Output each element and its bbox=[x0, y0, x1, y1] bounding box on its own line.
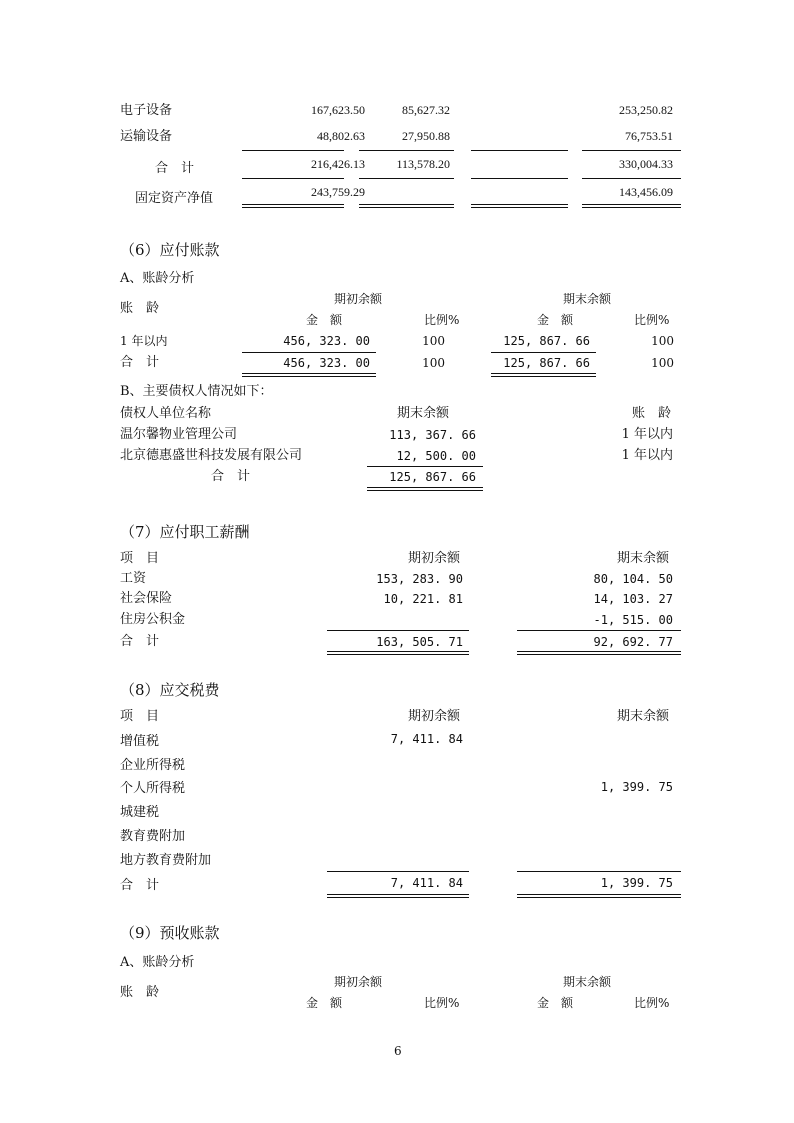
cell-value: 125, 867. 66 bbox=[389, 470, 476, 484]
cell-value: 167,623.50 bbox=[311, 103, 365, 117]
row-label: 1 年以内 bbox=[120, 334, 168, 348]
cell-value: 100 bbox=[422, 356, 445, 370]
cell-value: 1, 399. 75 bbox=[600, 876, 673, 890]
column-header: 金 额 bbox=[537, 996, 574, 1010]
rule bbox=[242, 352, 376, 353]
cell-value: -1, 515. 00 bbox=[593, 613, 673, 627]
column-header: 比例% bbox=[634, 996, 670, 1010]
row-label: 运输设备 bbox=[120, 129, 173, 144]
cell-value: 100 bbox=[651, 334, 674, 348]
cell-value: 243,759.29 bbox=[311, 185, 365, 199]
double-rule bbox=[242, 373, 376, 377]
column-header: 期初余额 bbox=[408, 551, 461, 566]
column-header: 期末余额 bbox=[563, 975, 612, 989]
cell-value: 85,627.32 bbox=[402, 103, 450, 117]
cell-value: 14, 103. 27 bbox=[593, 592, 673, 606]
column-header: 比例% bbox=[634, 313, 670, 327]
row-label: 城建税 bbox=[120, 805, 160, 820]
row-label: 固定资产净值 bbox=[135, 191, 214, 206]
rule bbox=[517, 630, 681, 631]
double-rule bbox=[327, 651, 469, 655]
double-rule bbox=[491, 373, 596, 377]
cell-value: 7, 411. 84 bbox=[390, 876, 463, 890]
row-label: 地方教育费附加 bbox=[120, 853, 212, 868]
cell-value: 1 年以内 bbox=[621, 427, 673, 442]
row-label: 电子设备 bbox=[120, 103, 173, 118]
column-header: 期初余额 bbox=[334, 975, 383, 989]
double-rule bbox=[367, 487, 483, 491]
rule bbox=[491, 352, 596, 353]
subsection-title: A、账龄分析 bbox=[120, 955, 195, 970]
column-header: 债权人单位名称 bbox=[120, 406, 212, 421]
rule bbox=[327, 871, 469, 872]
cell-value: 80, 104. 50 bbox=[593, 572, 673, 586]
column-header: 期末余额 bbox=[563, 292, 612, 306]
rule bbox=[471, 178, 568, 179]
rule bbox=[359, 178, 454, 179]
column-header: 账 龄 bbox=[120, 985, 160, 1000]
cell-value: 76,753.51 bbox=[625, 129, 673, 143]
page-number: 6 bbox=[394, 1044, 402, 1058]
creditor-name: 温尔馨物业管理公司 bbox=[120, 427, 238, 442]
rule bbox=[367, 466, 483, 467]
column-header: 期初余额 bbox=[334, 292, 383, 306]
rule bbox=[582, 150, 681, 151]
rule bbox=[582, 178, 681, 179]
cell-value: 143,456.09 bbox=[619, 185, 673, 199]
cell-value: 7, 411. 84 bbox=[390, 732, 463, 746]
subsection-title: B、主要债权人情况如下： bbox=[120, 384, 273, 399]
cell-value: 330,004.33 bbox=[619, 157, 673, 171]
row-label: 个人所得税 bbox=[120, 781, 186, 796]
cell-value: 153, 283. 90 bbox=[376, 572, 463, 586]
total-label: 合 计 bbox=[211, 469, 251, 484]
cell-value: 92, 692. 77 bbox=[593, 635, 673, 649]
total-label: 合 计 bbox=[120, 878, 160, 893]
column-header: 金 额 bbox=[306, 313, 343, 327]
cell-value: 456, 323. 00 bbox=[283, 356, 370, 370]
row-label: 增值税 bbox=[120, 734, 160, 749]
row-label: 社会保险 bbox=[120, 591, 173, 606]
column-header: 金 额 bbox=[537, 313, 574, 327]
section-title: （9）预收账款 bbox=[120, 924, 220, 942]
cell-value: 10, 221. 81 bbox=[383, 592, 463, 606]
section-title: （7）应付职工薪酬 bbox=[120, 523, 250, 541]
cell-value: 125, 867. 66 bbox=[503, 334, 590, 348]
row-label: 教育费附加 bbox=[120, 829, 186, 844]
cell-value: 1, 399. 75 bbox=[600, 780, 673, 794]
rule bbox=[517, 871, 681, 872]
cell-value: 1 年以内 bbox=[621, 448, 673, 463]
cell-value: 113, 367. 66 bbox=[389, 428, 476, 442]
double-rule bbox=[582, 204, 681, 208]
cell-value: 48,802.63 bbox=[317, 129, 365, 143]
column-header: 期初余额 bbox=[408, 709, 461, 724]
column-header: 项 目 bbox=[120, 709, 160, 724]
cell-value: 113,578.20 bbox=[396, 157, 450, 171]
cell-value: 456, 323. 00 bbox=[283, 334, 370, 348]
column-header: 期末余额 bbox=[397, 406, 450, 421]
double-rule bbox=[471, 204, 568, 208]
double-rule bbox=[359, 204, 454, 208]
column-header: 项 目 bbox=[120, 551, 160, 566]
creditor-name: 北京德惠盛世科技发展有限公司 bbox=[120, 448, 303, 463]
column-header: 账 龄 bbox=[632, 406, 672, 421]
cell-value: 12, 500. 00 bbox=[396, 449, 476, 463]
cell-value: 125, 867. 66 bbox=[503, 356, 590, 370]
total-label: 合 计 bbox=[155, 161, 195, 176]
double-rule bbox=[327, 894, 469, 898]
rule bbox=[327, 630, 469, 631]
cell-value: 100 bbox=[422, 334, 445, 348]
double-rule bbox=[242, 204, 344, 208]
rule bbox=[242, 150, 344, 151]
cell-value: 27,950.88 bbox=[402, 129, 450, 143]
column-header: 比例% bbox=[424, 996, 460, 1010]
column-header: 金 额 bbox=[306, 996, 343, 1010]
column-header: 比例% bbox=[424, 313, 460, 327]
section-title: （6）应付账款 bbox=[120, 241, 220, 259]
column-header: 期末余额 bbox=[617, 709, 670, 724]
double-rule bbox=[517, 651, 681, 655]
cell-value: 253,250.82 bbox=[619, 103, 673, 117]
rule bbox=[359, 150, 454, 151]
total-label: 合 计 bbox=[120, 634, 160, 649]
cell-value: 216,426.13 bbox=[311, 157, 365, 171]
section-title: （8）应交税费 bbox=[120, 681, 220, 699]
double-rule bbox=[517, 894, 681, 898]
row-label: 工资 bbox=[120, 571, 147, 586]
column-header: 账 龄 bbox=[120, 301, 160, 316]
row-label: 住房公积金 bbox=[120, 612, 186, 627]
rule bbox=[242, 178, 344, 179]
subsection-title: A、账龄分析 bbox=[120, 271, 195, 286]
column-header: 期末余额 bbox=[617, 551, 670, 566]
total-label: 合 计 bbox=[120, 355, 160, 370]
rule bbox=[471, 150, 568, 151]
row-label: 企业所得税 bbox=[120, 758, 186, 773]
cell-value: 163, 505. 71 bbox=[376, 635, 463, 649]
cell-value: 100 bbox=[651, 356, 674, 370]
